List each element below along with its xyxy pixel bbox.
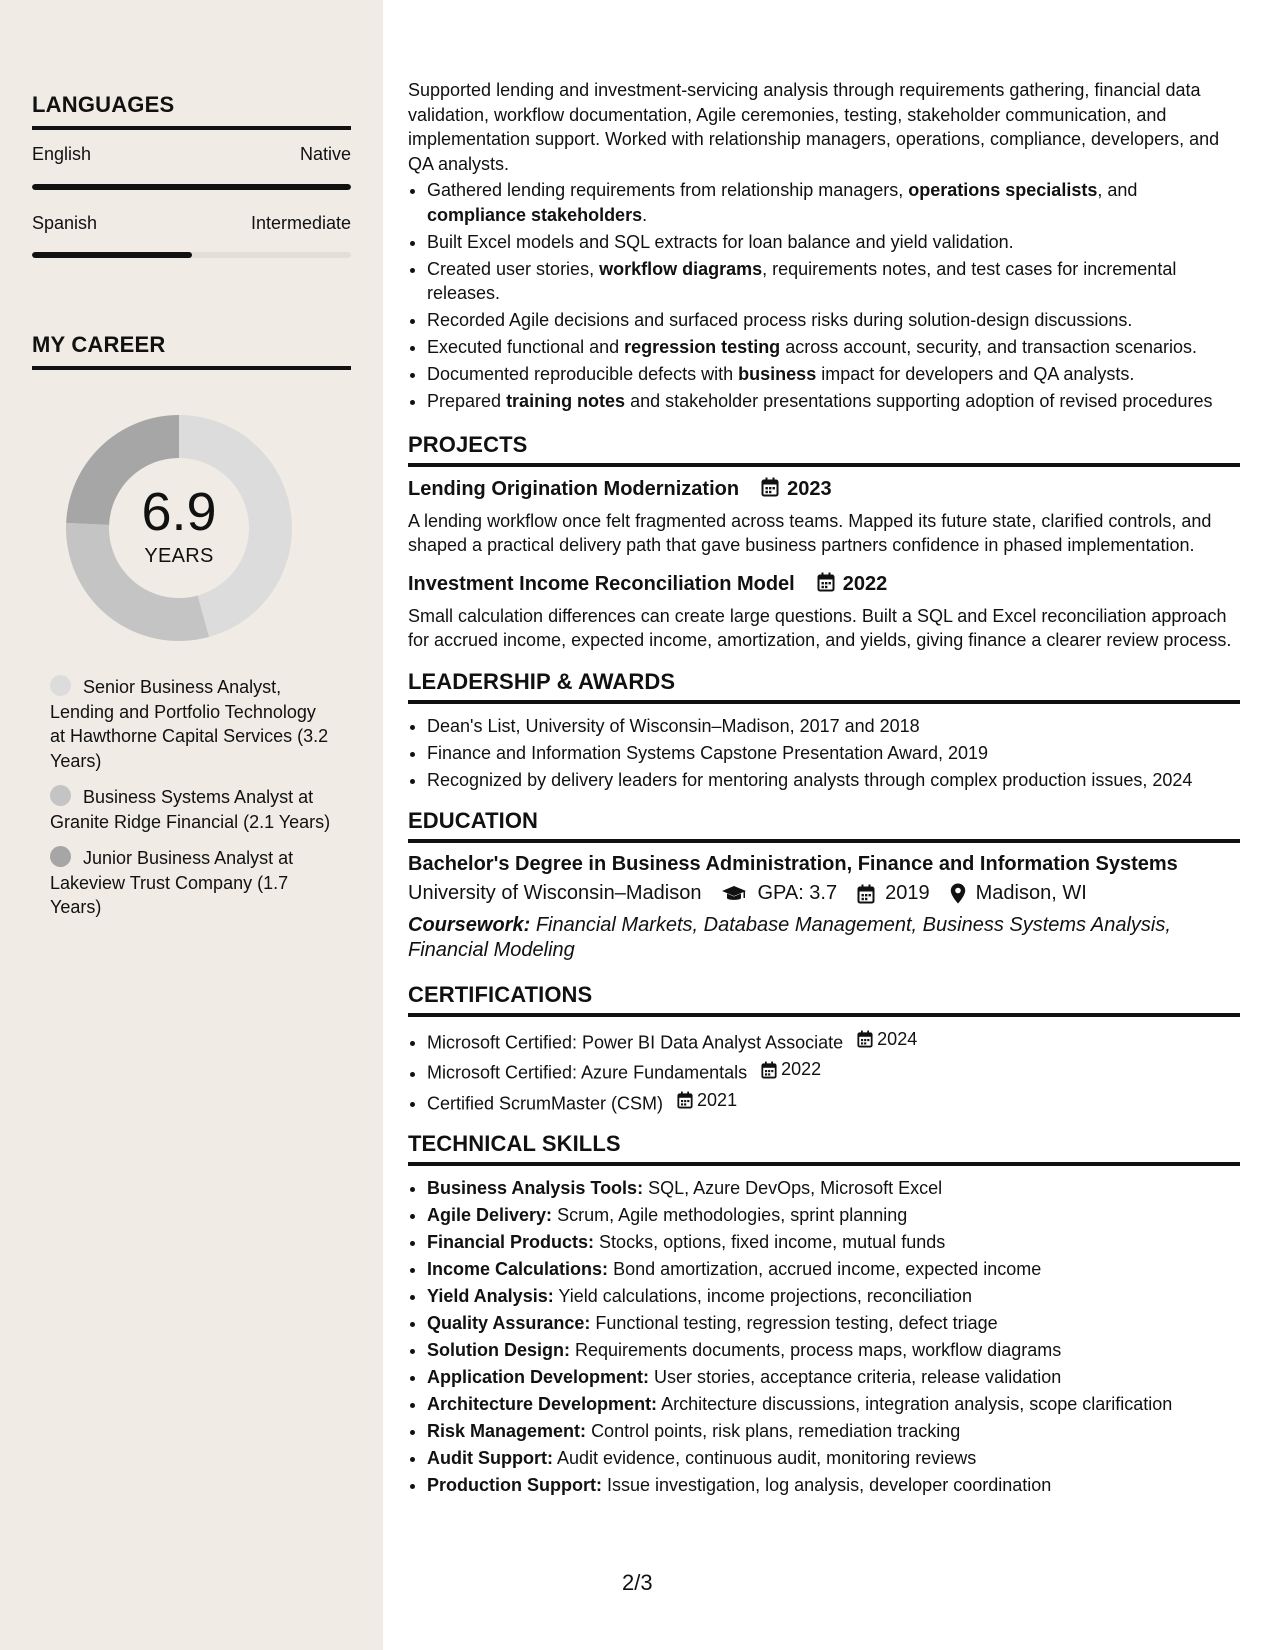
skill-value: Control points, risk plans, remediation tracking bbox=[591, 1421, 961, 1442]
skill-value: Audit evidence, continuous audit, monitoring reviews bbox=[556, 1448, 977, 1469]
map-pin-icon bbox=[950, 883, 966, 904]
certification-name: Microsoft Certified: Azure Fundamentals bbox=[427, 1062, 748, 1083]
certification-name: Microsoft Certified: Power BI Data Analyst Associate bbox=[427, 1032, 844, 1053]
coursework-label: Coursework: bbox=[408, 914, 531, 936]
career-total-years: 6.9 bbox=[141, 481, 217, 542]
certification-year-group bbox=[857, 1027, 917, 1052]
project-description: Small calculation differences can create large questions. Built a SQL and Excel reconciliation approach for accrued income, expected income, amortization, and yields, giving finance a clearer review process. bbox=[408, 605, 1232, 650]
skills-heading: TECHNICAL SKILLS bbox=[408, 1131, 1240, 1166]
skill-label: Risk Management: bbox=[427, 1421, 587, 1442]
project-title: Investment Income Reconciliation Model bbox=[408, 573, 795, 595]
certifications-list bbox=[408, 1027, 1240, 1115]
skill-value: Stocks, options, fixed income, mutual funds bbox=[599, 1232, 946, 1253]
experience-bullet bbox=[427, 308, 1240, 333]
certification-year: 2021 bbox=[697, 1089, 738, 1110]
career-legend-text: Junior Business Analyst at Lakeview Trust Company (1.7 Years) bbox=[50, 848, 294, 917]
certification-item bbox=[427, 1057, 1240, 1085]
bullet-emphasis: training notes bbox=[506, 391, 626, 411]
skill-label: Business Analysis Tools: bbox=[427, 1178, 644, 1199]
skill-item bbox=[427, 1311, 1240, 1336]
experience-summary: Supported lending and investment-servicing analysis through requirements gathering, financial data validation, workflow documentation, Agile ceremonies, testing, stakeholder communication, and implementation support. Worked with relationship managers, operations, compliance, developers, and QA analysts. bbox=[408, 80, 1220, 174]
projects-section bbox=[408, 432, 1240, 653]
experience-bullet bbox=[427, 362, 1240, 387]
legend-dot bbox=[50, 846, 71, 867]
career-heading: MY CAREER bbox=[32, 332, 351, 370]
experience-bullet bbox=[427, 178, 1240, 227]
graduation-year: 2019 bbox=[885, 882, 930, 904]
bullet-text: Built Excel models and SQL extracts for loan balance and yield validation. bbox=[427, 231, 1014, 252]
legend-dot bbox=[50, 785, 71, 806]
sidebar bbox=[0, 0, 383, 1650]
career-donut-chart bbox=[66, 415, 292, 641]
bullet-text: across account, security, and transaction scenarios. bbox=[780, 337, 1198, 357]
skill-item bbox=[427, 1176, 1240, 1201]
bullet-text: Recorded Agile decisions and surfaced process risks during solution-design discussions. bbox=[427, 310, 1133, 330]
career-legend-item bbox=[50, 785, 335, 834]
language-bar-spanish bbox=[32, 252, 351, 258]
bullet-text: and stakeholder presentations supporting adoption of revised procedures bbox=[625, 391, 1213, 411]
language-row-spanish bbox=[32, 213, 351, 234]
skill-label: Application Development: bbox=[427, 1367, 650, 1388]
bullet-text: Prepared bbox=[427, 391, 507, 411]
project-title-row bbox=[408, 572, 1240, 598]
page-number: 2/3 bbox=[622, 1570, 653, 1595]
skill-item bbox=[427, 1419, 1240, 1444]
education-meta bbox=[408, 882, 1240, 905]
language-bar-english bbox=[32, 184, 351, 190]
project-description: A lending workflow once felt fragmented across teams. Mapped its future state, clarified controls, and shaped a practical delivery path that gave business partners confidence in phased implementation. bbox=[408, 510, 1212, 555]
bullet-emphasis: workflow diagrams bbox=[599, 258, 763, 279]
certifications-heading: CERTIFICATIONS bbox=[408, 982, 1240, 1017]
language-bar-fill bbox=[32, 252, 192, 258]
awards-section bbox=[408, 669, 1240, 793]
experience-bullet bbox=[427, 230, 1240, 255]
awards-list bbox=[408, 714, 1240, 793]
career-legend bbox=[50, 675, 335, 932]
bullet-text: . bbox=[642, 204, 648, 225]
skill-value: Yield calculations, income projections, reconciliation bbox=[558, 1286, 972, 1307]
certification-name: Certified ScrumMaster (CSM) bbox=[427, 1092, 664, 1113]
language-row-english bbox=[32, 144, 351, 165]
language-bar-fill bbox=[32, 184, 351, 190]
skill-label: Income Calculations: bbox=[427, 1259, 609, 1280]
skill-value: Requirements documents, process maps, workflow diagrams bbox=[575, 1340, 1062, 1361]
career-legend-item bbox=[50, 846, 335, 920]
skill-label: Architecture Development: bbox=[427, 1394, 658, 1415]
skills-list bbox=[408, 1176, 1240, 1498]
bullet-emphasis: regression testing bbox=[624, 337, 781, 357]
experience-bullet bbox=[427, 257, 1240, 306]
legend-dot bbox=[50, 675, 71, 696]
experience-section bbox=[408, 78, 1240, 414]
skills-section bbox=[408, 1131, 1240, 1498]
projects-heading: PROJECTS bbox=[408, 432, 1240, 467]
bullet-text: Documented reproducible defects with bbox=[427, 364, 739, 384]
skill-value: Bond amortization, accrued income, expected income bbox=[613, 1259, 1042, 1280]
coursework bbox=[408, 913, 1240, 962]
skill-value: Architecture discussions, integration analysis, scope clarification bbox=[661, 1394, 1173, 1415]
calendar-icon bbox=[817, 572, 835, 598]
certifications-section bbox=[408, 982, 1240, 1115]
skill-item bbox=[427, 1446, 1240, 1471]
certification-item bbox=[427, 1088, 1240, 1116]
career-legend-item bbox=[50, 675, 335, 773]
bullet-text: impact for developers and QA analysts. bbox=[816, 364, 1135, 384]
bullet-text: Executed functional and bbox=[427, 337, 625, 357]
coursework-list: Financial Markets, Database Management, Business Systems Analysis, Financial Modeling bbox=[408, 914, 1171, 961]
skill-item bbox=[427, 1284, 1240, 1309]
certification-item bbox=[427, 1027, 1240, 1055]
skill-label: Yield Analysis: bbox=[427, 1286, 554, 1307]
bullet-emphasis: operations specialists bbox=[908, 180, 1098, 200]
award-item: • Recognized by delivery leaders for mentoring analysts through complex production issues, 2024 bbox=[427, 768, 1240, 793]
language-name: English bbox=[32, 144, 92, 164]
bullet-text: , requirements notes, and test cases for incremental releases. bbox=[427, 258, 1177, 303]
skill-label: Agile Delivery: bbox=[427, 1205, 553, 1226]
bullet-text: Gathered lending requirements from relationship managers, bbox=[427, 180, 909, 200]
experience-bullets bbox=[408, 178, 1240, 414]
donut-center bbox=[66, 415, 292, 641]
calendar-icon bbox=[857, 884, 875, 904]
education-heading: EDUCATION bbox=[408, 808, 1240, 843]
skill-value: User stories, acceptance criteria, release validation bbox=[654, 1367, 1062, 1388]
certification-year-group bbox=[761, 1057, 821, 1082]
bullet-emphasis: business bbox=[738, 364, 817, 384]
skill-item bbox=[427, 1392, 1240, 1417]
skill-label: Audit Support: bbox=[427, 1448, 553, 1469]
experience-bullet bbox=[427, 389, 1240, 414]
skill-label: Quality Assurance: bbox=[427, 1313, 591, 1334]
project-item bbox=[408, 572, 1240, 653]
main-content bbox=[408, 78, 1240, 1500]
education-section bbox=[408, 808, 1240, 962]
calendar-icon bbox=[677, 1091, 693, 1109]
skill-label: Production Support: bbox=[427, 1475, 602, 1496]
graduation-cap-icon bbox=[721, 885, 747, 903]
skill-item bbox=[427, 1230, 1240, 1255]
certification-year: 2024 bbox=[877, 1029, 918, 1049]
bullet-text: , and bbox=[1097, 180, 1138, 200]
career-legend-text: Senior Business Analyst, Lending and Portfolio Technology at Hawthorne Capital Services (3.2 Years) bbox=[50, 677, 329, 771]
certification-year: 2022 bbox=[781, 1059, 822, 1080]
skill-item bbox=[427, 1257, 1240, 1282]
skill-item bbox=[427, 1473, 1240, 1498]
skill-value: Functional testing, regression testing, defect triage bbox=[595, 1313, 998, 1334]
gpa: GPA: 3.7 bbox=[757, 882, 838, 904]
degree-title: Bachelor's Degree in Business Administration, Finance and Information Systems bbox=[408, 853, 1178, 875]
language-level: Intermediate bbox=[250, 213, 351, 233]
certification-year-group bbox=[677, 1088, 737, 1113]
project-year: 2023 bbox=[787, 478, 832, 500]
skill-value: Scrum, Agile methodologies, sprint planning bbox=[557, 1205, 908, 1226]
skill-value: SQL, Azure DevOps, Microsoft Excel bbox=[648, 1178, 943, 1199]
project-year: 2022 bbox=[842, 573, 888, 595]
award-item: • Dean's List, University of Wisconsin–Madison, 2017 and 2018 bbox=[427, 714, 1240, 739]
skill-label: Solution Design: bbox=[427, 1340, 570, 1361]
career-total-unit: YEARS bbox=[144, 544, 214, 567]
skill-item bbox=[427, 1365, 1240, 1390]
school-name: University of Wisconsin–Madison bbox=[408, 882, 702, 904]
language-name: Spanish bbox=[32, 213, 98, 233]
experience-bullet bbox=[427, 335, 1240, 360]
skill-value: Issue investigation, log analysis, developer coordination bbox=[607, 1475, 1052, 1496]
award-item: • Finance and Information Systems Capstone Presentation Award, 2019 bbox=[427, 741, 1240, 766]
awards-heading: LEADERSHIP & AWARDS bbox=[408, 669, 1240, 704]
calendar-icon bbox=[857, 1030, 873, 1048]
career-legend-text: Business Systems Analyst at Granite Ridge Financial (2.1 Years) bbox=[50, 787, 331, 832]
skill-item bbox=[427, 1203, 1240, 1228]
bullet-emphasis: compliance stakeholders bbox=[427, 204, 643, 225]
language-level: Native bbox=[299, 144, 351, 164]
skill-item bbox=[427, 1338, 1240, 1363]
skill-label: Financial Products: bbox=[427, 1232, 595, 1253]
project-title-row bbox=[408, 477, 1240, 503]
calendar-icon bbox=[761, 1061, 777, 1079]
school-location: Madison, WI bbox=[975, 882, 1087, 904]
project-item bbox=[408, 477, 1240, 558]
project-title: Lending Origination Modernization bbox=[408, 478, 740, 500]
calendar-icon bbox=[761, 477, 779, 503]
languages-heading: LANGUAGES bbox=[32, 92, 351, 130]
bullet-text: Created user stories, bbox=[427, 258, 600, 279]
